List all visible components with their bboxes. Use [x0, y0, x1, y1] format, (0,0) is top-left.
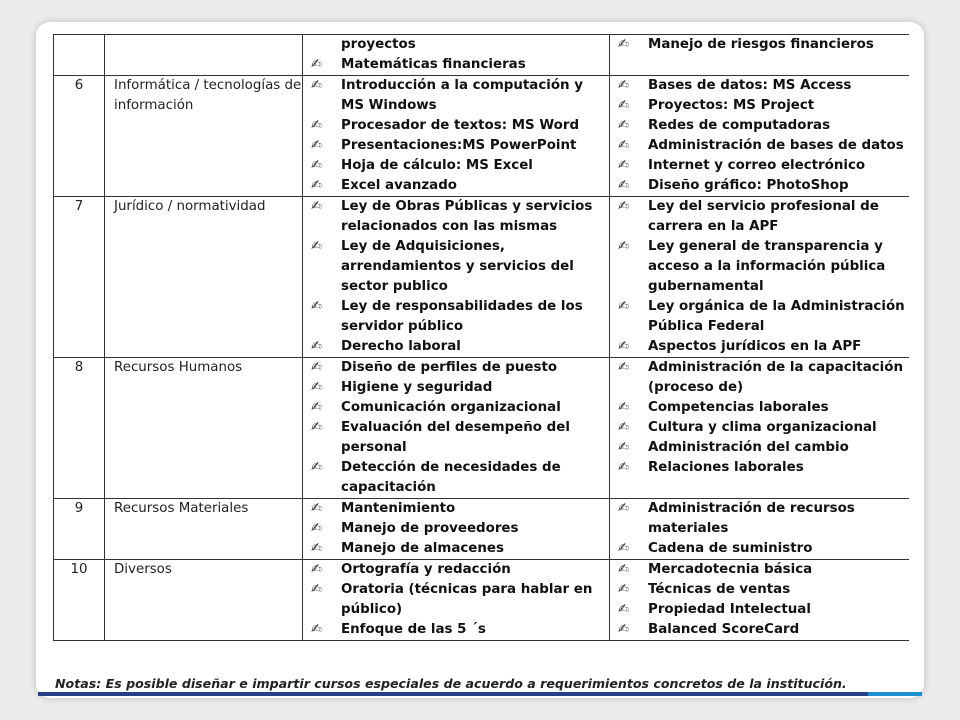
- course-item: [610, 620, 909, 640]
- row-number-cell: 10: [54, 560, 105, 641]
- course-item-text: Manejo de proveedores: [341, 521, 519, 536]
- course-list-cell: [610, 197, 910, 358]
- course-item-text: Técnicas de ventas: [648, 582, 791, 597]
- course-item-text: Ley general de transparencia y acceso a la información pública gubernamental: [648, 239, 886, 294]
- checkmark-pen-icon: ✍: [618, 440, 629, 455]
- course-item-text: Propiedad Intelectual: [648, 602, 811, 617]
- course-item-text: Administración del cambio: [648, 440, 849, 455]
- course-item: [610, 76, 909, 96]
- course-item-text: Competencias laborales: [648, 400, 829, 415]
- course-item: [303, 337, 609, 357]
- course-item: [610, 458, 909, 478]
- course-item: [303, 156, 609, 176]
- checkmark-pen-icon: ✍: [311, 239, 322, 254]
- checkmark-pen-icon: ✍: [618, 199, 629, 214]
- course-item-text: Enfoque de las 5 ´s: [341, 622, 486, 637]
- course-item-text: Diseño de perfiles de puesto: [341, 360, 558, 375]
- course-list: [303, 358, 609, 498]
- course-item: [610, 358, 909, 398]
- course-list: [610, 197, 909, 357]
- checkmark-pen-icon: ✍: [618, 339, 629, 354]
- course-item-text: Cultura y clima organizacional: [648, 420, 877, 435]
- course-item: [610, 398, 909, 418]
- checkmark-pen-icon: ✍: [311, 199, 322, 214]
- checkmark-pen-icon: ✍: [311, 299, 322, 314]
- course-item-text: Manejo de riesgos financieros: [648, 37, 874, 52]
- checkmark-pen-icon: ✍: [618, 602, 629, 617]
- course-list-cell: [610, 358, 910, 499]
- course-item-text: Ley de Adquisiciones, arrendamientos y servicios del sector publico: [341, 239, 574, 294]
- course-list: [303, 35, 609, 75]
- course-item: [303, 560, 609, 580]
- row-number-cell: 7: [54, 197, 105, 358]
- checkmark-pen-icon: ✍: [618, 360, 629, 375]
- course-list: [610, 499, 909, 559]
- course-item: [303, 620, 609, 640]
- course-item: [303, 539, 609, 559]
- course-item-text: Ley de Obras Públicas y servicios relacionados con las mismas: [341, 199, 593, 234]
- row-number-cell: 9: [54, 499, 105, 560]
- course-item: [303, 458, 609, 498]
- course-item-text: Administración de recursos materiales: [648, 501, 855, 536]
- checkmark-pen-icon: ✍: [311, 57, 322, 72]
- course-item-text: Manejo de almacenes: [341, 541, 504, 556]
- course-list: [303, 197, 609, 357]
- table-row: [54, 358, 910, 499]
- course-item: [303, 398, 609, 418]
- course-item: [610, 560, 909, 580]
- footer-accent-bar-dark: [38, 692, 868, 696]
- course-item-text: Proyectos: MS Project: [648, 98, 815, 113]
- course-item: [303, 197, 609, 237]
- course-item-text: Higiene y seguridad: [341, 380, 493, 395]
- course-item-text: Internet y correo electrónico: [648, 158, 866, 173]
- row-number-cell: [54, 35, 105, 76]
- course-item-text: Derecho laboral: [341, 339, 461, 354]
- course-item: [610, 176, 909, 196]
- checkmark-pen-icon: ✍: [311, 78, 322, 93]
- checkmark-pen-icon: ✍: [618, 460, 629, 475]
- course-item: [610, 297, 909, 337]
- checkmark-pen-icon: ✍: [618, 78, 629, 93]
- checkmark-pen-icon: ✍: [311, 521, 322, 536]
- course-list-cell: [303, 76, 610, 197]
- course-item: [610, 580, 909, 600]
- course-list-cell: [303, 499, 610, 560]
- checkmark-pen-icon: ✍: [311, 622, 322, 637]
- course-item: [303, 237, 609, 297]
- courses-table: [53, 34, 909, 641]
- course-item: [303, 519, 609, 539]
- course-item: [303, 35, 609, 55]
- table-row: [54, 35, 910, 76]
- checkmark-pen-icon: ✍: [311, 501, 322, 516]
- checkmark-pen-icon: ✍: [311, 562, 322, 577]
- checkmark-pen-icon: ✍: [618, 501, 629, 516]
- course-item: [303, 136, 609, 156]
- row-number-cell: 8: [54, 358, 105, 499]
- course-item: [610, 337, 909, 357]
- courses-table-body: [54, 35, 910, 641]
- course-item: [303, 499, 609, 519]
- course-item-text: Balanced ScoreCard: [648, 622, 800, 637]
- course-item-text: Procesador de textos: MS Word: [341, 118, 580, 133]
- course-item: [610, 156, 909, 176]
- area-name-cell: Diversos: [105, 560, 303, 641]
- course-item: [610, 96, 909, 116]
- course-item-text: Ley de responsabilidades de los servidor público: [341, 299, 583, 334]
- document-area: [53, 34, 909, 696]
- checkmark-pen-icon: ✍: [311, 339, 322, 354]
- course-item-text: Aspectos jurídicos en la APF: [648, 339, 862, 354]
- course-item-text: proyectos: [341, 37, 416, 52]
- course-item: [610, 539, 909, 559]
- course-item: [610, 237, 909, 297]
- checkmark-pen-icon: ✍: [618, 541, 629, 556]
- area-name-cell: Jurídico / normatividad: [105, 197, 303, 358]
- course-item: [303, 418, 609, 458]
- table-row: [54, 560, 910, 641]
- course-item: [303, 297, 609, 337]
- area-name-cell: Recursos Humanos: [105, 358, 303, 499]
- course-item: [303, 176, 609, 196]
- course-list: [610, 560, 909, 640]
- course-item-text: Ortografía y redacción: [341, 562, 511, 577]
- checkmark-pen-icon: ✍: [618, 138, 629, 153]
- checkmark-pen-icon: ✍: [618, 98, 629, 113]
- course-item: [303, 358, 609, 378]
- checkmark-pen-icon: ✍: [311, 420, 322, 435]
- course-item-text: Mercadotecnia básica: [648, 562, 813, 577]
- checkmark-pen-icon: ✍: [311, 360, 322, 375]
- course-list-cell: [303, 358, 610, 499]
- course-item-text: Ley del servicio profesional de carrera en la APF: [648, 199, 879, 234]
- checkmark-pen-icon: ✍: [311, 582, 322, 597]
- course-item: [610, 418, 909, 438]
- course-list-cell: [303, 560, 610, 641]
- course-item-text: Cadena de suministro: [648, 541, 813, 556]
- course-item: [303, 116, 609, 136]
- course-item: [303, 76, 609, 116]
- checkmark-pen-icon: ✍: [618, 239, 629, 254]
- course-item: [303, 580, 609, 620]
- course-list-cell: [610, 76, 910, 197]
- course-list-cell: [610, 499, 910, 560]
- checkmark-pen-icon: ✍: [618, 158, 629, 173]
- checkmark-pen-icon: ✍: [618, 37, 629, 52]
- table-row: [54, 499, 910, 560]
- course-item: [610, 116, 909, 136]
- checkmark-pen-icon: ✍: [618, 622, 629, 637]
- course-list: [610, 76, 909, 196]
- course-item-text: Administración de bases de datos: [648, 138, 904, 153]
- course-item: [303, 378, 609, 398]
- course-list-cell: [303, 197, 610, 358]
- checkmark-pen-icon: ✍: [311, 460, 322, 475]
- table-row: [54, 197, 910, 358]
- checkmark-pen-icon: ✍: [311, 541, 322, 556]
- course-item-text: Bases de datos: MS Access: [648, 78, 852, 93]
- notes-text: Notas: Es posible diseñar e impartir cursos especiales de acuerdo a requerimientos concretos de la institución.: [55, 676, 847, 691]
- table-row: [54, 76, 910, 197]
- checkmark-pen-icon: ✍: [618, 420, 629, 435]
- course-item: [303, 55, 609, 75]
- course-item: [610, 600, 909, 620]
- course-item-text: Comunicación organizacional: [341, 400, 561, 415]
- course-item: [610, 197, 909, 237]
- course-item-text: Diseño gráfico: PhotoShop: [648, 178, 849, 193]
- checkmark-pen-icon: ✍: [618, 118, 629, 133]
- course-item-text: Evaluación del desempeño del personal: [341, 420, 570, 455]
- checkmark-pen-icon: ✍: [618, 178, 629, 193]
- course-item-text: Redes de computadoras: [648, 118, 831, 133]
- area-name-cell: Recursos Materiales: [105, 499, 303, 560]
- course-item-text: Excel avanzado: [341, 178, 458, 193]
- course-item: [610, 35, 909, 55]
- course-item-text: Mantenimiento: [341, 501, 456, 516]
- checkmark-pen-icon: ✍: [311, 380, 322, 395]
- course-item-text: Matemáticas financieras: [341, 57, 526, 72]
- checkmark-pen-icon: ✍: [618, 582, 629, 597]
- course-item-text: Hoja de cálculo: MS Excel: [341, 158, 533, 173]
- course-list: [610, 35, 909, 55]
- course-item-text: Detección de necesidades de capacitación: [341, 460, 561, 495]
- course-list: [610, 358, 909, 478]
- course-item-text: Introducción a la computación y MS Windows: [341, 78, 583, 113]
- checkmark-pen-icon: ✍: [618, 299, 629, 314]
- course-list: [303, 76, 609, 196]
- course-list-cell: [610, 35, 910, 76]
- course-item-text: Ley orgánica de la Administración Pública Federal: [648, 299, 905, 334]
- area-name-cell: Informática / tecnologías de información: [105, 76, 303, 197]
- checkmark-pen-icon: ✍: [311, 178, 322, 193]
- checkmark-pen-icon: ✍: [311, 138, 322, 153]
- checkmark-pen-icon: ✍: [618, 562, 629, 577]
- course-list: [303, 560, 609, 640]
- checkmark-pen-icon: ✍: [311, 118, 322, 133]
- course-list: [303, 499, 609, 559]
- course-item-text: Oratoria (técnicas para hablar en público): [341, 582, 593, 617]
- course-item: [610, 438, 909, 458]
- course-list-cell: [303, 35, 610, 76]
- course-item: [610, 136, 909, 156]
- checkmark-pen-icon: ✍: [311, 158, 322, 173]
- course-item: [610, 499, 909, 539]
- course-item-text: Administración de la capacitación (proceso de): [648, 360, 903, 395]
- course-list-cell: [610, 560, 910, 641]
- row-number-cell: 6: [54, 76, 105, 197]
- course-item-text: Presentaciones:MS PowerPoint: [341, 138, 577, 153]
- area-name-cell: [105, 35, 303, 76]
- checkmark-pen-icon: ✍: [311, 400, 322, 415]
- course-item-text: Relaciones laborales: [648, 460, 804, 475]
- checkmark-pen-icon: ✍: [618, 400, 629, 415]
